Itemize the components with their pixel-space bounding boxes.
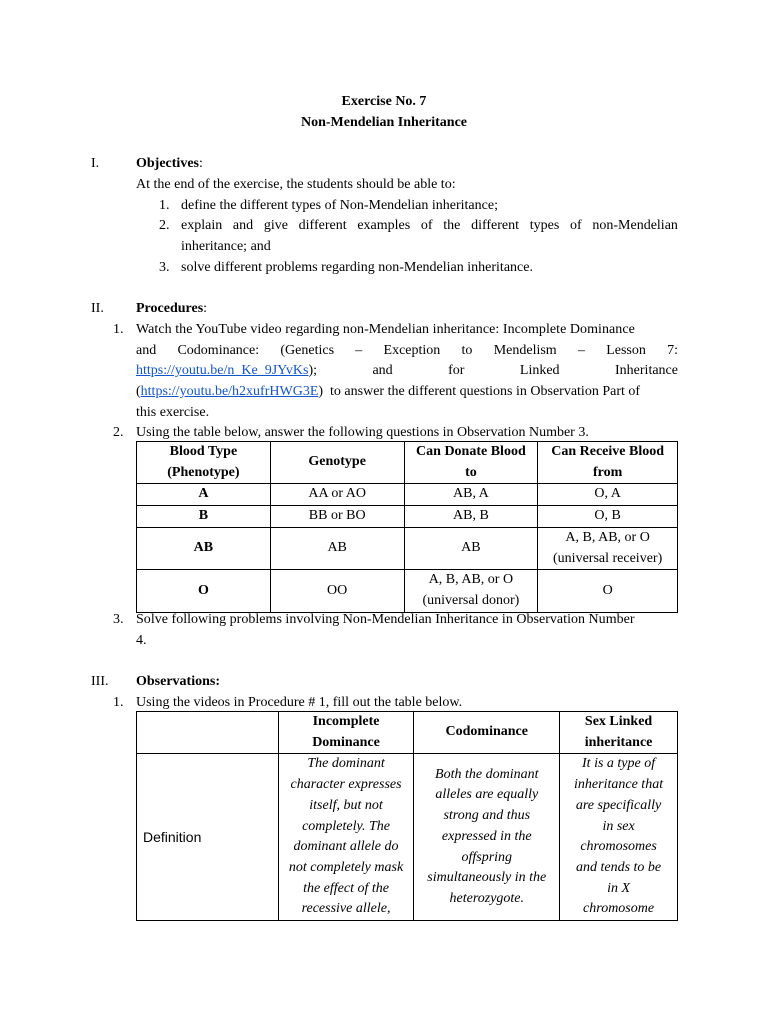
cell-line: (universal receiver) (553, 550, 663, 566)
section-numeral-procedures: II. (91, 301, 104, 316)
word: different (471, 218, 520, 233)
cell-line: The dominant (307, 756, 385, 772)
cell-line: not completely mask (288, 859, 404, 875)
section-numeral-observations: III. (91, 674, 109, 689)
youtube-link-1[interactable]: https://youtu.be/n_Ke_9JYvKs (136, 363, 309, 378)
word: give (263, 218, 288, 233)
obs-table-header-row (137, 712, 678, 754)
table-row (137, 570, 678, 612)
cell-line: heterozygote. (449, 890, 525, 906)
blood-type-table (136, 441, 678, 613)
word: for (448, 363, 465, 378)
cell-line: in sex (602, 818, 635, 834)
procedures-colon: : (203, 301, 208, 316)
word: 7: (667, 343, 678, 358)
word: – (577, 343, 585, 358)
procedure-1-line5: this exercise. (136, 405, 210, 420)
cell-receive: O, A (538, 484, 678, 506)
cell-type: AB (137, 527, 271, 569)
cell-donate: AB, A (404, 484, 538, 506)
word: and (372, 363, 393, 378)
cell-line: chromosomes (580, 839, 657, 855)
procedure-num-3: 3. (113, 612, 124, 627)
word: Codominance: (177, 343, 260, 358)
cell-type: B (137, 506, 271, 528)
cell-line: completely. The (302, 818, 390, 834)
word: of (420, 218, 433, 233)
objective-num-2: 2. (159, 218, 170, 233)
procedure-3-line1: Solve following problems involving Non-Mendelian Inheritance in Observation Number (136, 612, 635, 627)
cell-receive: O, B (538, 506, 678, 528)
word: Mendelism (493, 343, 557, 358)
header-line: (Phenotype) (167, 464, 240, 480)
cell-codominance-definition (414, 754, 560, 921)
procedure-1-line4 (136, 382, 640, 403)
cell-line: A, B, AB, or O (428, 572, 514, 588)
cell-line: itself, but not (309, 797, 383, 813)
procedures-heading-line (136, 299, 207, 320)
objectives-heading: Objectives (136, 156, 199, 171)
header-line: from (592, 464, 623, 480)
word: non-Mendelian (592, 218, 678, 233)
header-codominance: Codominance (414, 712, 560, 754)
procedures-heading: Procedures (136, 301, 204, 316)
table-row (137, 506, 678, 528)
word: of (570, 218, 582, 233)
procedure-3-line2: 4. (136, 633, 147, 648)
procedure-1-line1: Watch the YouTube video regarding non-Mendelian inheritance: Incomplete Dominance (136, 322, 635, 337)
cell-line: in X (607, 880, 631, 896)
word: Linked (519, 363, 560, 378)
cell-line: character expresses (290, 777, 402, 793)
header-genotype: Genotype (270, 442, 404, 484)
observation-1-text: Using the videos in Procedure # 1, fill out the table below. (136, 695, 463, 710)
table-row (137, 754, 678, 921)
header-donate (404, 442, 538, 484)
cell-line: and tends to be (575, 859, 662, 875)
cell-genotype: AB (270, 527, 404, 569)
objective-text-3: solve different problems regarding non-Mendelian inheritance. (181, 260, 533, 275)
cell-line: are specifically (575, 797, 662, 813)
header-line: to (465, 464, 477, 480)
word: and (136, 343, 157, 358)
exercise-title: Exercise No. 7 (341, 94, 427, 109)
cell-donate (404, 570, 538, 612)
objective-num-1: 1. (159, 198, 170, 213)
punct: ); (308, 363, 317, 378)
header-blood-type (137, 442, 271, 484)
cell-line: the effect of the (303, 880, 389, 896)
word: different (298, 218, 347, 233)
procedure-1-line4-text: ) to answer the different questions in Observation Part of (318, 384, 641, 399)
cell-line: strong and thus (443, 808, 531, 824)
objective-num-3: 3. (159, 260, 170, 275)
header-line: inheritance (584, 734, 653, 750)
word: types (529, 218, 560, 233)
cell-receive: O (538, 570, 678, 612)
table-row (137, 527, 678, 569)
header-incomplete-dominance (278, 712, 414, 754)
procedure-num-1: 1. (113, 322, 124, 337)
cell-line: chromosome (583, 901, 655, 917)
word: explain (181, 218, 223, 233)
link-group-1 (136, 361, 317, 382)
blood-table-header-row (137, 442, 678, 484)
word: Inheritance (615, 363, 678, 378)
procedure-2-text: Using the table below, answer the following questions in Observation Number 3. (136, 425, 589, 440)
word: (Genetics (280, 343, 335, 358)
header-sex-linked (560, 712, 678, 754)
cell-incomplete-definition (278, 754, 414, 921)
cell-genotype: OO (270, 570, 404, 612)
observation-num-1: 1. (113, 695, 124, 710)
cell-line: simultaneously in the (427, 870, 547, 886)
cell-line: It is a type of (582, 756, 656, 772)
word: and (232, 218, 254, 233)
youtube-link-2[interactable]: https://youtu.be/h2xufrHWG3E (140, 384, 319, 399)
header-line: Can Donate Blood (416, 444, 526, 459)
cell-receive (538, 527, 678, 569)
cell-genotype: BB or BO (270, 506, 404, 528)
header-line: Can Receive Blood (551, 444, 665, 459)
header-line: Dominance (312, 734, 380, 750)
objectives-intro: At the end of the exercise, the students should be able to: (136, 177, 456, 192)
header-receive (538, 442, 678, 484)
procedure-1-line3 (136, 361, 678, 382)
table-row (137, 484, 678, 506)
cell-type: A (137, 484, 271, 506)
header-line: Blood Type (169, 444, 238, 459)
cell-line: dominant allele do (293, 839, 399, 855)
cell-line: (universal donor) (422, 592, 520, 608)
objective-text-2-line1 (181, 216, 678, 237)
word: – (355, 343, 363, 358)
cell-donate: AB (404, 527, 538, 569)
objective-text-1: define the different types of Non-Mendelian inheritance; (181, 198, 498, 213)
cell-type: O (137, 570, 271, 612)
word: examples (357, 218, 411, 233)
cell-line: inheritance that (574, 777, 664, 793)
cell-line: alleles are equally (435, 787, 539, 803)
observations-heading: Observations: (136, 674, 220, 689)
word: the (443, 218, 461, 233)
section-numeral-objectives: I. (91, 156, 100, 171)
cell-sex-linked-definition (560, 754, 678, 921)
cell-donate: AB, B (404, 506, 538, 528)
cell-line: A, B, AB, or O (565, 529, 650, 545)
word: to (461, 343, 473, 358)
header-line: Incomplete (312, 714, 380, 729)
objectives-heading-line (136, 154, 203, 175)
cell-line: Both the dominant (435, 766, 539, 782)
inheritance-table (136, 711, 678, 921)
objective-text-2-line2: inheritance; and (181, 239, 271, 254)
exercise-subtitle: Non-Mendelian Inheritance (300, 115, 468, 130)
header-line: Sex Linked (584, 714, 653, 729)
word: Exception (383, 343, 441, 358)
cell-genotype: AA or AO (270, 484, 404, 506)
punct: ( (136, 384, 141, 399)
procedure-num-2: 2. (113, 425, 124, 440)
row-label-definition: Definition (137, 754, 279, 921)
word: Lesson (606, 343, 646, 358)
header-empty (137, 712, 279, 754)
objectives-colon: : (198, 156, 203, 171)
cell-line: offspring (461, 849, 513, 865)
cell-line: expressed in the (441, 828, 532, 844)
procedure-1-line2 (136, 341, 678, 362)
cell-line: recessive allele, (301, 901, 391, 917)
